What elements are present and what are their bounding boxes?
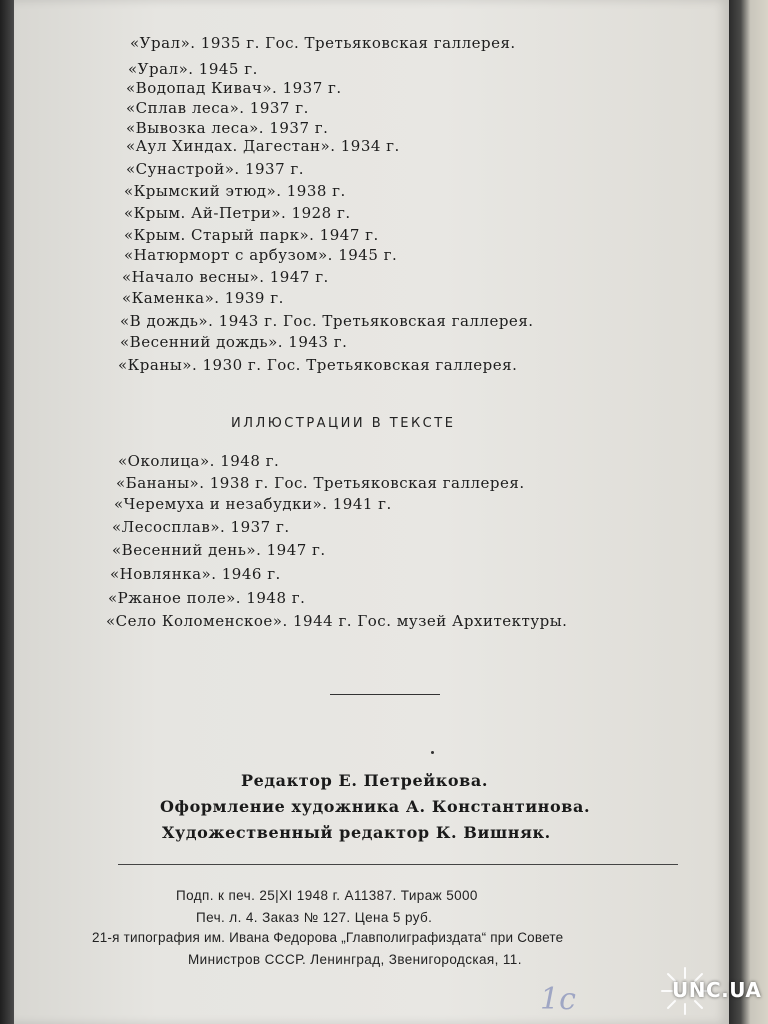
plate-line: «Вывозка леса». 1937 г. <box>126 119 329 137</box>
imprint-line: Министров СССР. Ленинград, Звенигородская, 11. <box>188 952 522 967</box>
illustration-line: «Весенний день». 1947 г. <box>112 541 326 559</box>
plate-line: «Урал». 1945 г. <box>128 60 258 78</box>
illustration-line: «Бананы». 1938 г. Гос. Третьяковская галлерея. <box>116 474 525 492</box>
section-divider <box>330 694 440 695</box>
print-dot <box>431 751 434 754</box>
illustration-line: «Новлянка». 1946 г. <box>110 565 281 583</box>
facing-page-edge <box>729 0 768 1024</box>
credit-designer: Оформление художника А. Константинова. <box>160 797 591 816</box>
plate-line: «В дождь». 1943 г. Гос. Третьяковская галлерея. <box>120 312 534 330</box>
plate-line: «Каменка». 1939 г. <box>122 289 284 307</box>
plate-line: «Весенний дождь». 1943 г. <box>120 333 348 351</box>
illustration-line: «Черемуха и незабудки». 1941 г. <box>114 495 392 513</box>
plate-line: «Начало весны». 1947 г. <box>122 268 329 286</box>
credit-art-editor: Художественный редактор К. Вишняк. <box>162 823 551 842</box>
plate-line: «Сунастрой». 1937 г. <box>126 160 305 178</box>
imprint-divider <box>118 864 678 865</box>
imprint-line: Подп. к печ. 25|XI 1948 г. А11387. Тираж 5000 <box>176 888 478 903</box>
plate-line: «Краны». 1930 г. Гос. Третьяковская галлерея. <box>118 356 518 374</box>
imprint-line: Печ. л. 4. Заказ № 127. Цена 5 руб. <box>196 910 433 925</box>
plate-line: «Натюрморт с арбузом». 1945 г. <box>124 246 398 264</box>
illustration-line: «Село Коломенское». 1944 г. Гос. музей Архитектуры. <box>106 612 568 630</box>
plate-line: «Аул Хиндах. Дагестан». 1934 г. <box>126 137 400 155</box>
watermark-text: UNC.UA <box>672 978 762 1002</box>
plate-line: «Водопад Кивач». 1937 г. <box>126 79 342 97</box>
section-heading: ИЛЛЮСТРАЦИИ В ТЕКСТЕ <box>231 416 456 431</box>
credit-editor: Редактор Е. Петрейкова. <box>241 771 488 790</box>
illustration-line: «Лесосплав». 1937 г. <box>112 518 290 536</box>
plate-line: «Крым. Старый парк». 1947 г. <box>124 226 379 244</box>
illustration-line: «Околица». 1948 г. <box>118 452 280 470</box>
plate-line: «Крым. Ай-Петри». 1928 г. <box>124 204 351 222</box>
illustration-line: «Ржаное поле». 1948 г. <box>108 589 306 607</box>
pencil-mark: 1с <box>540 982 576 1017</box>
plate-line: «Крымский этюд». 1938 г. <box>124 182 346 200</box>
imprint-line: 21-я типография им. Ивана Федорова „Главполиграфиздата“ при Совете <box>92 930 564 945</box>
plate-line: «Сплав леса». 1937 г. <box>126 99 309 117</box>
plate-line: «Урал». 1935 г. Гос. Третьяковская галлерея. <box>130 34 516 52</box>
book-spine-shadow <box>0 0 14 1024</box>
